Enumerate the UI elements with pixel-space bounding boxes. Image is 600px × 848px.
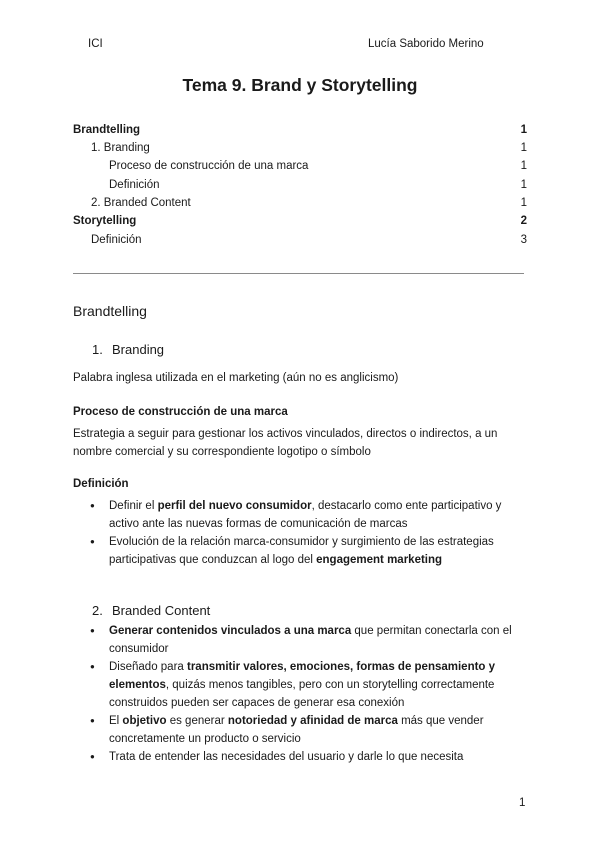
toc-page: 2 [520,215,527,227]
list-item [73,658,529,712]
toc-page: 1 [520,197,527,209]
subsection-title: Branding [112,342,165,357]
subsection-number: 2. [92,603,103,618]
toc-page: 1 [520,124,527,136]
toc-label: Definición [109,179,160,191]
toc-page: 1 [520,179,527,191]
text: Evolución de la relación marca-consumidor y surgimiento de las estrategias participativas que conduzcan al logo del [109,536,494,566]
toc-item-definicion[interactable] [73,176,527,194]
toc-label: Brandtelling [73,124,141,136]
text: Diseñado para [109,661,187,673]
subsection-number: 1. [92,342,103,357]
text: Definir el [109,500,158,512]
bold-text: objetivo [122,715,167,727]
section-heading-brandtelling: Brandtelling [73,303,147,319]
branding-paragraph: Palabra inglesa utilizada en el marketing (aún no es anglicismo) [73,372,399,384]
toc-label: Definición [91,234,142,246]
toc-item-branding[interactable] [73,139,527,157]
bold-text: perfil del nuevo consumidor [157,500,312,512]
proceso-heading: Proceso de construcción de una marca [73,406,288,418]
bold-text: notoriedad y afinidad de marca [227,715,398,727]
list-item [73,748,529,766]
toc-page: 3 [520,234,527,246]
toc-page: 1 [520,142,527,154]
toc-item-branded-content[interactable] [73,194,527,212]
text: más que vender concretamente un producto o servicio [109,715,484,745]
page-number: 1 [519,797,526,809]
text: que permitan conectarla con el consumidor [109,625,512,655]
list-item [73,712,529,748]
text: , quizás menos tangibles, pero con un storytelling correctamente construidos pueden ser capaces de generar esa conexión [109,679,495,709]
toc-item-storytelling-definicion[interactable] [73,231,527,249]
toc-label: Proceso de construcción de una marca [109,160,309,172]
subsection-title: Branded Content [112,603,211,618]
definicion-list [73,497,529,569]
bold-text: Generar contenidos vinculados a una marca [109,625,352,637]
toc-label: 2. Branded Content [91,197,191,209]
toc-item-brandtelling[interactable] [73,121,527,139]
subsection-heading-branded-content [92,603,210,618]
text: es generar [166,715,228,727]
list-item [73,533,529,569]
header-author: Lucía Saborido Merino [368,38,484,50]
subsection-heading-branding [92,342,164,357]
list-item [73,497,529,533]
toc-label: 1. Branding [91,142,150,154]
toc-item-storytelling[interactable] [73,212,527,230]
toc-item-proceso[interactable] [73,157,527,175]
header-left: ICI [88,38,103,50]
bold-text: transmitir valores, emociones, formas de pensamiento y elementos [109,661,496,691]
text: El [109,715,123,727]
page-title: Tema 9. Brand y Storytelling [182,75,418,95]
text: Trata de entender las necesidades del usuario y darle lo que necesita [109,751,464,763]
divider [73,273,524,274]
toc-label: Storytelling [73,215,137,227]
list-item [73,622,529,658]
toc-page: 1 [520,160,527,172]
proceso-paragraph: Estrategia a seguir para gestionar los activos vinculados, directos o indirectos, a un nombre comercial y su correspondiente logotipo o símbolo [73,428,498,458]
text: , destacarlo como ente participativo y activo ante las nuevas formas de comunicación de marcas [109,500,502,530]
definicion-heading: Definición [73,478,129,490]
branded-content-list [73,622,529,766]
bold-text: engagement marketing [316,554,443,566]
